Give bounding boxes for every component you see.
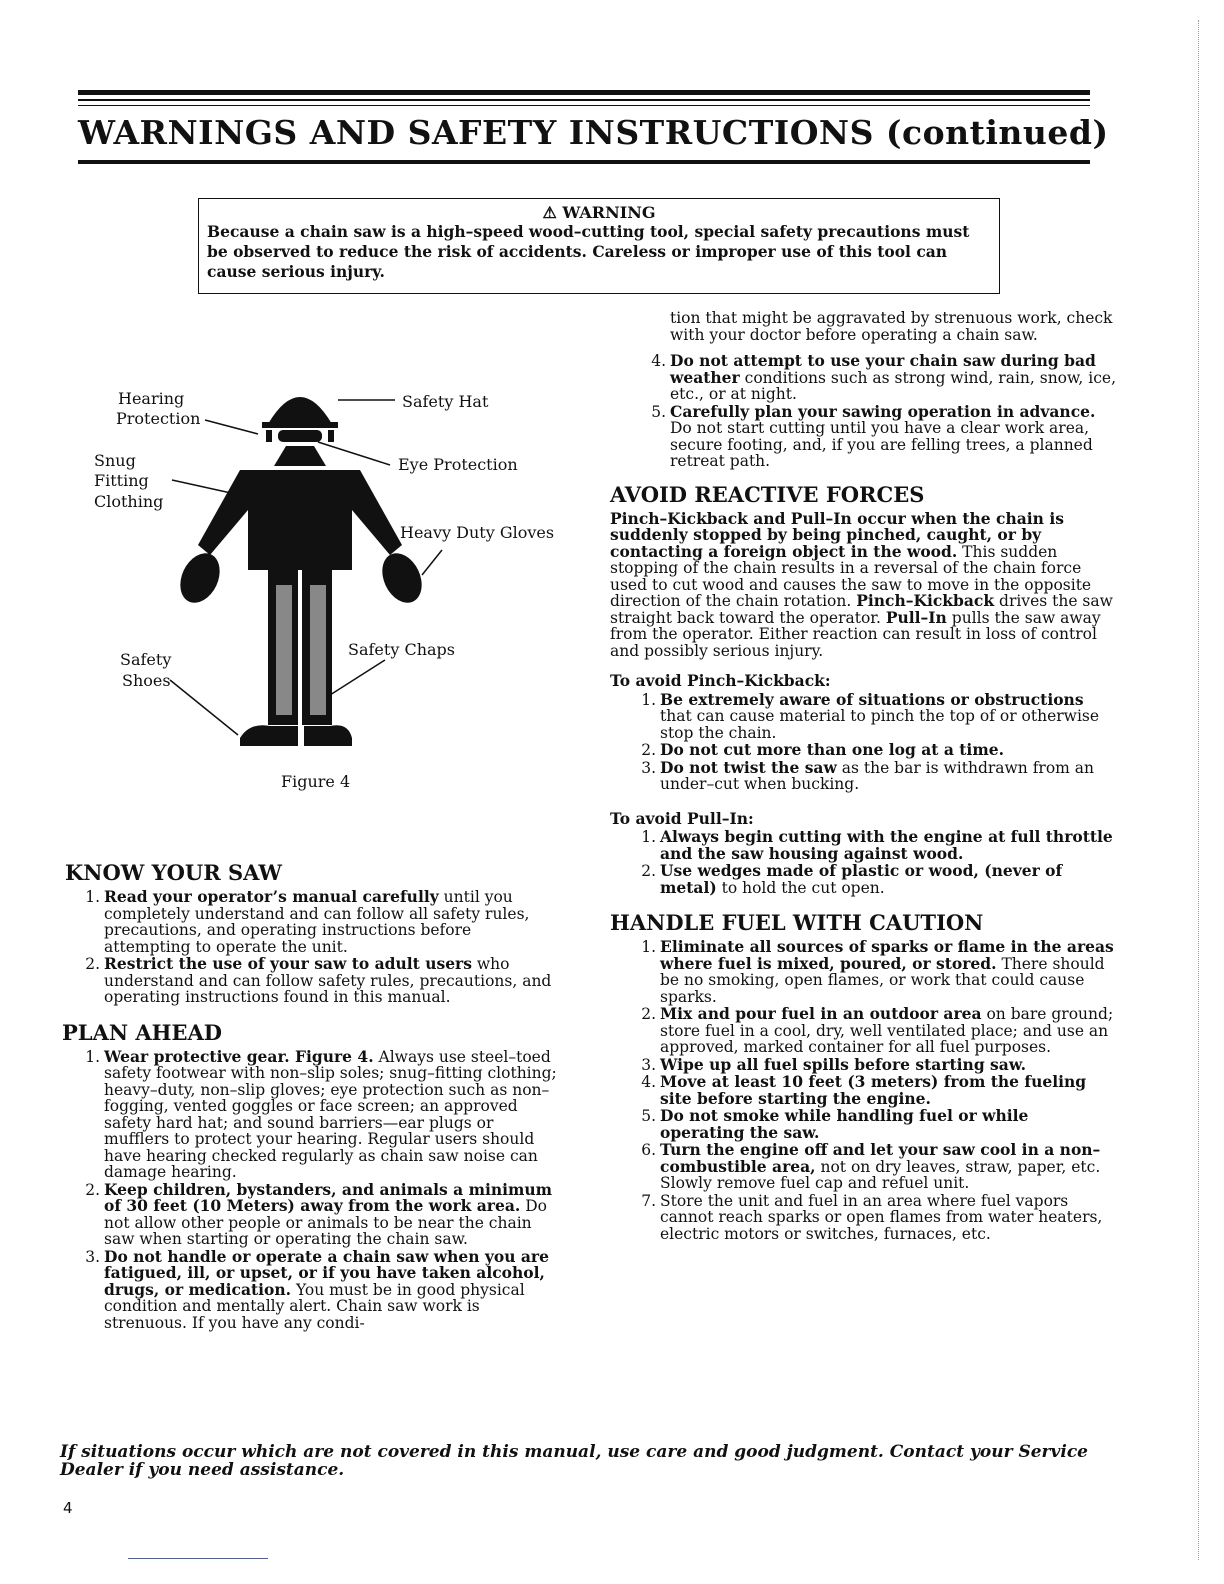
know-your-saw-list	[78, 889, 562, 1006]
right-column	[610, 310, 1118, 1243]
list-item: 6. Turn the engine off and let your saw cool in a non–combustible area, not on dry leaves, straw, paper, etc. Slowly remove fuel cap and refuel unit.	[641, 1140, 1101, 1192]
plan-ahead-list	[78, 1046, 562, 1332]
list-item: 4. Do not attempt to use your chain saw during bad weather conditions such as strong wind, rain, snow, ice, etc., or at night.	[651, 351, 1117, 403]
footer-note: If situations occur which are not covered in this manual, use care and good judgment. Contact your Service Dealer if you need assistance.	[60, 1442, 1088, 1480]
header-rule-top	[78, 90, 1090, 95]
list-item: 1. Eliminate all sources of sparks or flame in the areas where fuel is mixed, poured, or stored. There should be no smoking, open flames, or work that could cause sparks.	[641, 937, 1114, 1006]
pinch-kickback-heading: To avoid Pinch–Kickback:	[610, 671, 831, 690]
warning-heading: ⚠ WARNING	[542, 203, 656, 222]
continuation-text: tion that might be aggravated by strenuous work, check with your doctor before operating a chain saw.	[670, 309, 1113, 344]
pull-in-heading: To avoid Pull–In:	[610, 808, 754, 828]
know-your-saw-heading: KNOW YOUR SAW	[65, 860, 282, 885]
list-item: 2. Mix and pour fuel in an outdoor area on bare ground; store fuel in a cool, dry, well ventilated place; and use an approved, marked container for all fuel purposes.	[641, 1004, 1114, 1056]
right-glove-icon	[375, 547, 430, 609]
reactive-forces-heading: AVOID REACTIVE FORCES	[610, 481, 925, 507]
header-rule-bottom	[78, 160, 1090, 164]
label-safety-chaps: Safety Chaps	[348, 640, 455, 659]
list-item: 5. Carefully plan your sawing operation in advance. Do not start cutting until you have a clear work area, secure footing, and, if you are felling trees, a planned retreat path.	[651, 401, 1096, 470]
figure-caption: Figure 4	[281, 772, 351, 791]
list-item: 2. Keep children, bystanders, and animals a minimum of 30 feet (10 Meters) away from the work area. Do not allow other people or animals to be near the chain saw when starting or operating the chain saw.	[85, 1179, 553, 1248]
list-item: 3. Wipe up all fuel spills before starting saw.	[641, 1054, 1026, 1074]
safety-hat-icon	[268, 397, 332, 424]
label-hearing: Hearing	[118, 389, 185, 408]
label-safety: Safety	[120, 650, 172, 669]
list-item: 1. Read your operator’s manual carefully until you completely understand and can follow all safety rules, precautions, and operating instructions before attempting to operate the unit.	[85, 887, 530, 956]
label-clothing: Clothing	[94, 492, 164, 511]
eye-goggles-icon	[278, 430, 322, 442]
list-item: 4. Move at least 10 feet (3 meters) from the fueling site before starting the engine.	[641, 1072, 1087, 1108]
list-item: 2. Use wedges made of plastic or wood, (never of metal) to hold the cut open.	[641, 861, 1063, 897]
list-item: 1. Be extremely aware of situations or obstructions that can cause material to pinch the top of or otherwise stop the chain.	[641, 689, 1100, 742]
header-rule-mid	[78, 99, 1090, 101]
safety-shoe-right-icon	[304, 725, 352, 746]
label-snug: Snug	[94, 451, 136, 470]
page-number: 4	[63, 1499, 73, 1517]
label-safety-hat: Safety Hat	[402, 392, 489, 411]
list-item: 2. Restrict the use of your saw to adult users who understand and can follow safety rules, precautions, and operating instructions found in this manual.	[85, 954, 552, 1006]
warning-text: Because a chain saw is a high–speed wood–cutting tool, special safety precautions must be observed to reduce the risk of accidents. Careless or improper use of this tool can cause serious injury.	[207, 222, 970, 281]
list-item: 3. Do not twist the saw as the bar is withdrawn from an under–cut when bucking.	[641, 757, 1095, 793]
reactive-forces-intro: Pinch–Kickback and Pull–In occur when the chain is suddenly stopped by being pinched, caught, or by contacting a foreign object in the wood. This sudden stopping of the chain results in a reversal of the chain force used to cut wood and causes the saw to move in the opposite direction of the chain rotation. Pinch–Kickback drives the saw straight back toward the operator. Pull–In pulls the saw away from the operator. Either reaction can result in loss of control and possibly serious injury.	[610, 508, 1113, 660]
list-item: 7. Store the unit and fuel in an area where fuel vapors cannot reach sparks or open flames from water heaters, electric motors or switches, furnaces, etc.	[641, 1191, 1103, 1243]
warning-box	[198, 198, 1000, 294]
label-fitting: Fitting	[94, 471, 149, 490]
bottom-line	[128, 1558, 268, 1559]
list-item: 1. Always begin cutting with the engine at full throttle and the saw housing against wood.	[641, 827, 1113, 863]
chaps-left-icon	[276, 585, 292, 715]
label-gloves: Heavy Duty Gloves	[400, 523, 555, 542]
list-item: 1. Wear protective gear. Figure 4. Always use steel–toed safety footwear with non–slip soles; snug–fitting clothing; heavy–duty, non–slip gloves; eye protection such as non–fogging, vented goggles or face screen; an approved safety hard hat; and sound barriers—ear plugs or mufflers to protect your hearing. Regular users should have hearing checked regularly as chain saw noise can damage hearing.	[85, 1046, 557, 1181]
header-rule-thin	[78, 105, 1090, 106]
plan-ahead-heading: PLAN AHEAD	[62, 1019, 223, 1045]
safety-shoe-left-icon	[240, 725, 298, 746]
left-glove-icon	[173, 547, 228, 609]
list-item: 5. Do not smoke while handling fuel or while operating the saw.	[641, 1106, 1029, 1142]
label-eye-protection: Eye Protection	[398, 455, 518, 474]
plan-ahead-list-continued	[644, 353, 1118, 470]
label-protection: Protection	[116, 409, 201, 428]
label-shoes: Shoes	[122, 671, 171, 690]
list-item: 3. Do not handle or operate a chain saw when you are fatigued, ill, or upset, or if you have taken alcohol, drugs, or medication. You must be in good physical condition and mentally alert. Chain saw work is strenuous. If you have any condi-	[85, 1246, 549, 1332]
left-column	[62, 860, 562, 1332]
pinch-kickback-list	[634, 689, 1118, 793]
fuel-list	[634, 939, 1118, 1242]
margin-line	[1198, 20, 1200, 1560]
fuel-heading: HANDLE FUEL WITH CAUTION	[610, 910, 984, 935]
warning-triangle-icon: ⚠	[542, 203, 563, 222]
chaps-right-icon	[310, 585, 326, 715]
pull-in-list	[634, 829, 1118, 896]
list-item: 2. Do not cut more than one log at a time.	[641, 740, 1004, 759]
safety-gear-figure	[90, 370, 570, 770]
page-title: WARNINGS AND SAFETY INSTRUCTIONS (continued)	[78, 113, 1109, 152]
